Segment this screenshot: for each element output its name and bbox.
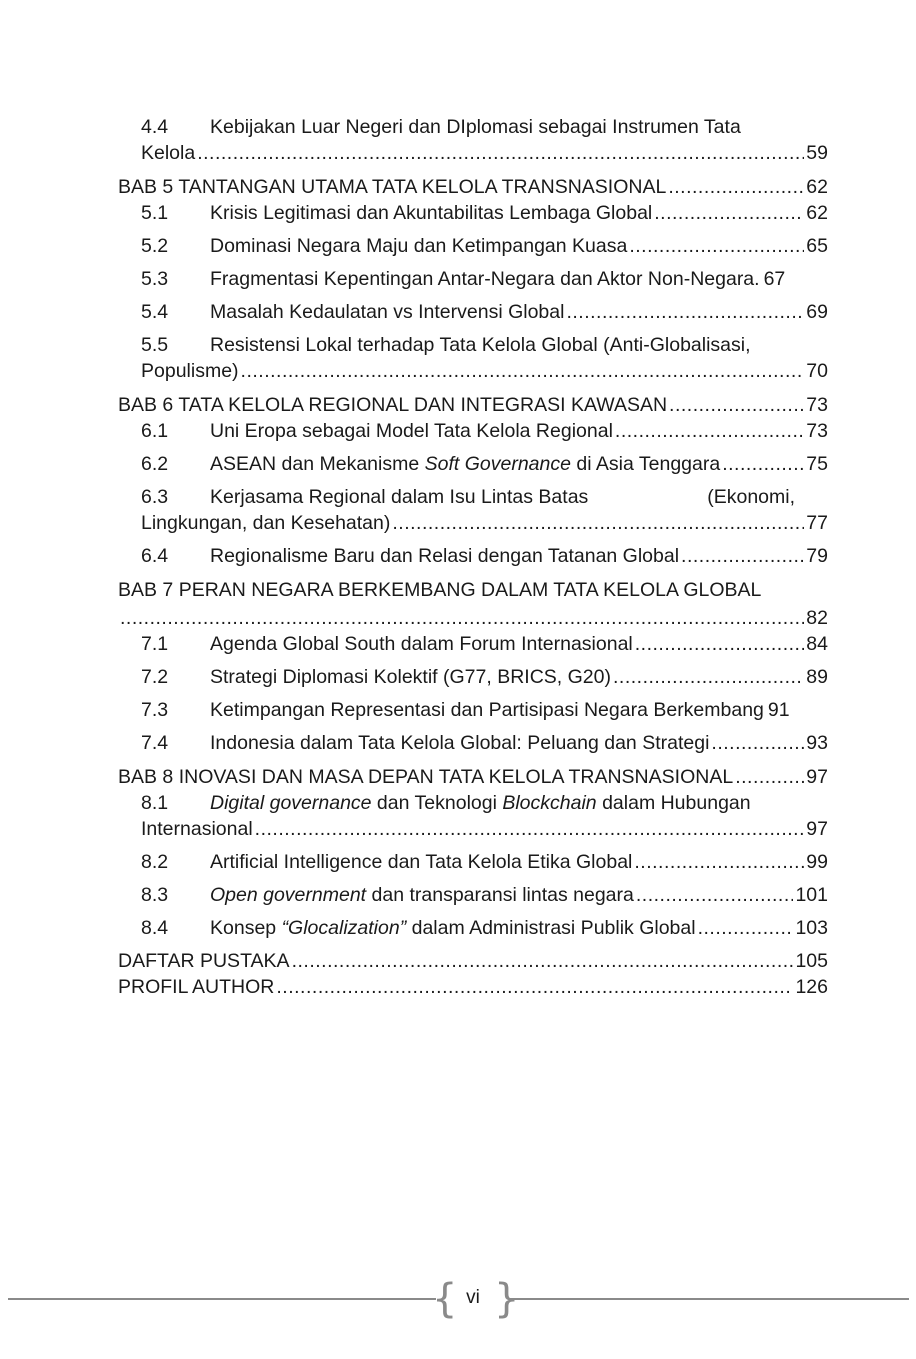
- page-ref: 82: [806, 607, 828, 629]
- toc-entry-5-4: [118, 301, 828, 324]
- title-part: di Asia Tenggara: [570, 453, 721, 475]
- leader-dots: [735, 766, 804, 789]
- page-ref: 97: [806, 818, 828, 840]
- leader-dots: [654, 202, 804, 225]
- toc-entry-8-2: [118, 851, 828, 874]
- section-number: 8.3: [141, 884, 169, 906]
- section-title-cont: Kelola: [141, 142, 196, 164]
- toc-entry-5-1: [118, 202, 828, 225]
- page-ref: 103: [795, 917, 828, 939]
- section-number: 8.1: [141, 792, 169, 814]
- toc-entry-6-1: [118, 420, 828, 443]
- leader-dots: [613, 666, 804, 689]
- title-part: Konsep: [210, 917, 282, 939]
- leader-dots: [698, 917, 794, 940]
- table-of-contents: [118, 116, 828, 999]
- section-title: [210, 453, 720, 476]
- title-part: dan Teknologi: [371, 792, 503, 814]
- page-ref: 91: [767, 699, 790, 721]
- section-title-cont: Populisme): [141, 360, 239, 382]
- toc-entry-8-4: [118, 917, 828, 940]
- chapter-title: BAB 5 TANTANGAN UTAMA TATA KELOLA TRANSNASIONAL: [118, 176, 667, 198]
- leader-dots: [120, 607, 804, 630]
- page-ref: 73: [806, 420, 828, 442]
- page-ref: 97: [806, 766, 828, 788]
- toc-entry-8-3: [118, 884, 828, 907]
- toc-daftar-pustaka: [118, 950, 828, 973]
- leader-dots: [241, 360, 805, 383]
- toc-entry-8-1: [118, 792, 828, 841]
- leader-dots: [634, 851, 804, 874]
- section-number: 5.4: [141, 301, 169, 323]
- page-ref: 65: [806, 235, 828, 257]
- section-number: 4.4: [141, 116, 169, 138]
- page-ref: 77: [806, 512, 828, 534]
- leader-dots: [566, 301, 804, 324]
- leader-dots: [668, 176, 804, 199]
- leader-dots: [276, 976, 793, 999]
- leader-dots: [636, 884, 794, 907]
- chapter-title: BAB 7 PERAN NEGARA BERKEMBANG DALAM TATA KELOLA GLOBAL: [118, 579, 762, 601]
- title-italic: Open government: [210, 884, 367, 906]
- section-title: Dominasi Negara Maju dan Ketimpangan Kuasa: [210, 235, 628, 257]
- section-title: Kerjasama Regional dalam Isu Lintas Batas: [210, 486, 589, 508]
- toc-entry-5-2: [118, 235, 828, 258]
- page-ref: 70: [806, 360, 828, 382]
- section-number: 8.2: [141, 851, 169, 873]
- footer-rule-right: [509, 1298, 909, 1300]
- section-title: Uni Eropa sebagai Model Tata Kelola Regional: [210, 420, 613, 442]
- page-ref: 73: [806, 394, 828, 416]
- page-number: vi: [466, 1287, 480, 1308]
- leader-dots: [669, 394, 804, 417]
- page-ref: 101: [795, 884, 828, 906]
- section-title-cont: Lingkungan, dan Kesehatan): [141, 512, 391, 534]
- chapter-title: BAB 6 TATA KELOLA REGIONAL DAN INTEGRASI KAWASAN: [118, 394, 668, 416]
- toc-chapter-7: [118, 579, 828, 602]
- toc-entry-4-4: [118, 116, 828, 165]
- section-title: [210, 884, 634, 907]
- toc-entry-7-1: [118, 633, 828, 656]
- page-ref: 99: [806, 851, 828, 873]
- section-number: 5.5: [141, 334, 169, 356]
- section-number: 6.3: [141, 486, 169, 508]
- toc-entry-6-2: [118, 453, 828, 476]
- section-title: Krisis Legitimasi dan Akuntabilitas Lembaga Global: [210, 202, 653, 224]
- title-part: dan transparansi lintas negara: [366, 884, 634, 906]
- section-number: 7.1: [141, 633, 169, 655]
- title-italic: Blockchain: [502, 792, 597, 814]
- page-ref: 126: [795, 976, 828, 998]
- chapter-title: BAB 8 INOVASI DAN MASA DEPAN TATA KELOLA TRANSNASIONAL: [118, 766, 734, 788]
- page-ref: 59: [806, 142, 828, 164]
- leader-dots: [615, 420, 804, 443]
- toc-chapter-5: [118, 176, 828, 199]
- section-title: Regionalisme Baru dan Relasi dengan Tatanan Global: [210, 545, 680, 567]
- section-number: 6.1: [141, 420, 169, 442]
- leader-dots: [635, 633, 805, 656]
- toc-entry-5-3: [118, 268, 828, 291]
- leader-dots: [722, 453, 804, 476]
- title-part: dalam Administrasi Publik Global: [406, 917, 696, 939]
- section-title: Ketimpangan Representasi dan Partisipasi Negara Berkembang: [210, 699, 764, 721]
- section-title: Resistensi Lokal terhadap Tata Kelola Global (Anti-Globalisasi,: [210, 334, 751, 356]
- section-title: Fragmentasi Kepentingan Antar-Negara dan Aktor Non-Negara.: [210, 268, 760, 290]
- page-ref: 67: [763, 268, 786, 290]
- section-title: [210, 917, 696, 940]
- section-title-cont: Internasional: [141, 818, 253, 840]
- section-title: Strategi Diplomasi Kolektif (G77, BRICS, G20): [210, 666, 611, 688]
- leader-dots: [392, 512, 804, 535]
- leader-dots: [255, 818, 805, 841]
- section-title: Artificial Intelligence dan Tata Kelola Etika Global: [210, 851, 633, 873]
- page-ref: 79: [806, 545, 828, 567]
- section-number: 5.3: [141, 268, 169, 290]
- leader-dots: [629, 235, 804, 258]
- footer-rule-left: [8, 1298, 436, 1300]
- section-number: 7.3: [141, 699, 169, 721]
- section-title: Indonesia dalam Tata Kelola Global: Peluang dan Strategi: [210, 732, 710, 754]
- toc-chapter-7-leader: [118, 607, 828, 630]
- chapter-title: DAFTAR PUSTAKA: [118, 950, 290, 972]
- section-title: Agenda Global South dalam Forum Internasional: [210, 633, 633, 655]
- right-brace-icon: }: [494, 1276, 520, 1322]
- title-italic: Digital governance: [210, 792, 372, 814]
- toc-chapter-8: [118, 766, 828, 789]
- title-italic: “Glocalization”: [281, 917, 407, 939]
- section-title-part: (Ekonomi,: [707, 486, 795, 508]
- toc-chapter-6: [118, 394, 828, 417]
- leader-dots: [292, 950, 794, 973]
- page-ref: 89: [806, 666, 828, 688]
- left-brace-icon: {: [432, 1276, 458, 1322]
- page-ref: 84: [806, 633, 828, 655]
- toc-entry-7-3: [118, 699, 828, 722]
- leader-dots: [711, 732, 804, 755]
- chapter-title: PROFIL AUTHOR: [118, 976, 275, 998]
- section-title: Kebijakan Luar Negeri dan DIplomasi sebagai Instrumen Tata: [210, 116, 741, 138]
- toc-entry-5-5: [118, 334, 828, 383]
- page-ref: 69: [806, 301, 828, 323]
- section-number: 6.2: [141, 453, 169, 475]
- toc-entry-6-3: [118, 486, 828, 535]
- section-number: 5.1: [141, 202, 169, 224]
- section-number: 8.4: [141, 917, 169, 939]
- page-ref: 75: [806, 453, 828, 475]
- page-ref: 62: [806, 202, 828, 224]
- toc-profil-author: [118, 976, 828, 999]
- title-part: dalam Hubungan: [596, 792, 751, 814]
- section-number: 7.4: [141, 732, 169, 754]
- section-title: [210, 792, 751, 815]
- section-number: 7.2: [141, 666, 169, 688]
- toc-entry-6-4: [118, 545, 828, 568]
- leader-dots: [197, 142, 804, 165]
- toc-entry-7-4: [118, 732, 828, 755]
- title-part: ASEAN dan Mekanisme: [210, 453, 425, 475]
- leader-dots: [681, 545, 804, 568]
- page-ref: 62: [806, 176, 828, 198]
- title-italic: Soft Governance: [424, 453, 571, 475]
- toc-entry-7-2: [118, 666, 828, 689]
- section-number: 5.2: [141, 235, 169, 257]
- section-title: Masalah Kedaulatan vs Intervensi Global: [210, 301, 565, 323]
- page-ref: 93: [806, 732, 828, 754]
- page-ref: 105: [795, 950, 828, 972]
- section-number: 6.4: [141, 545, 169, 567]
